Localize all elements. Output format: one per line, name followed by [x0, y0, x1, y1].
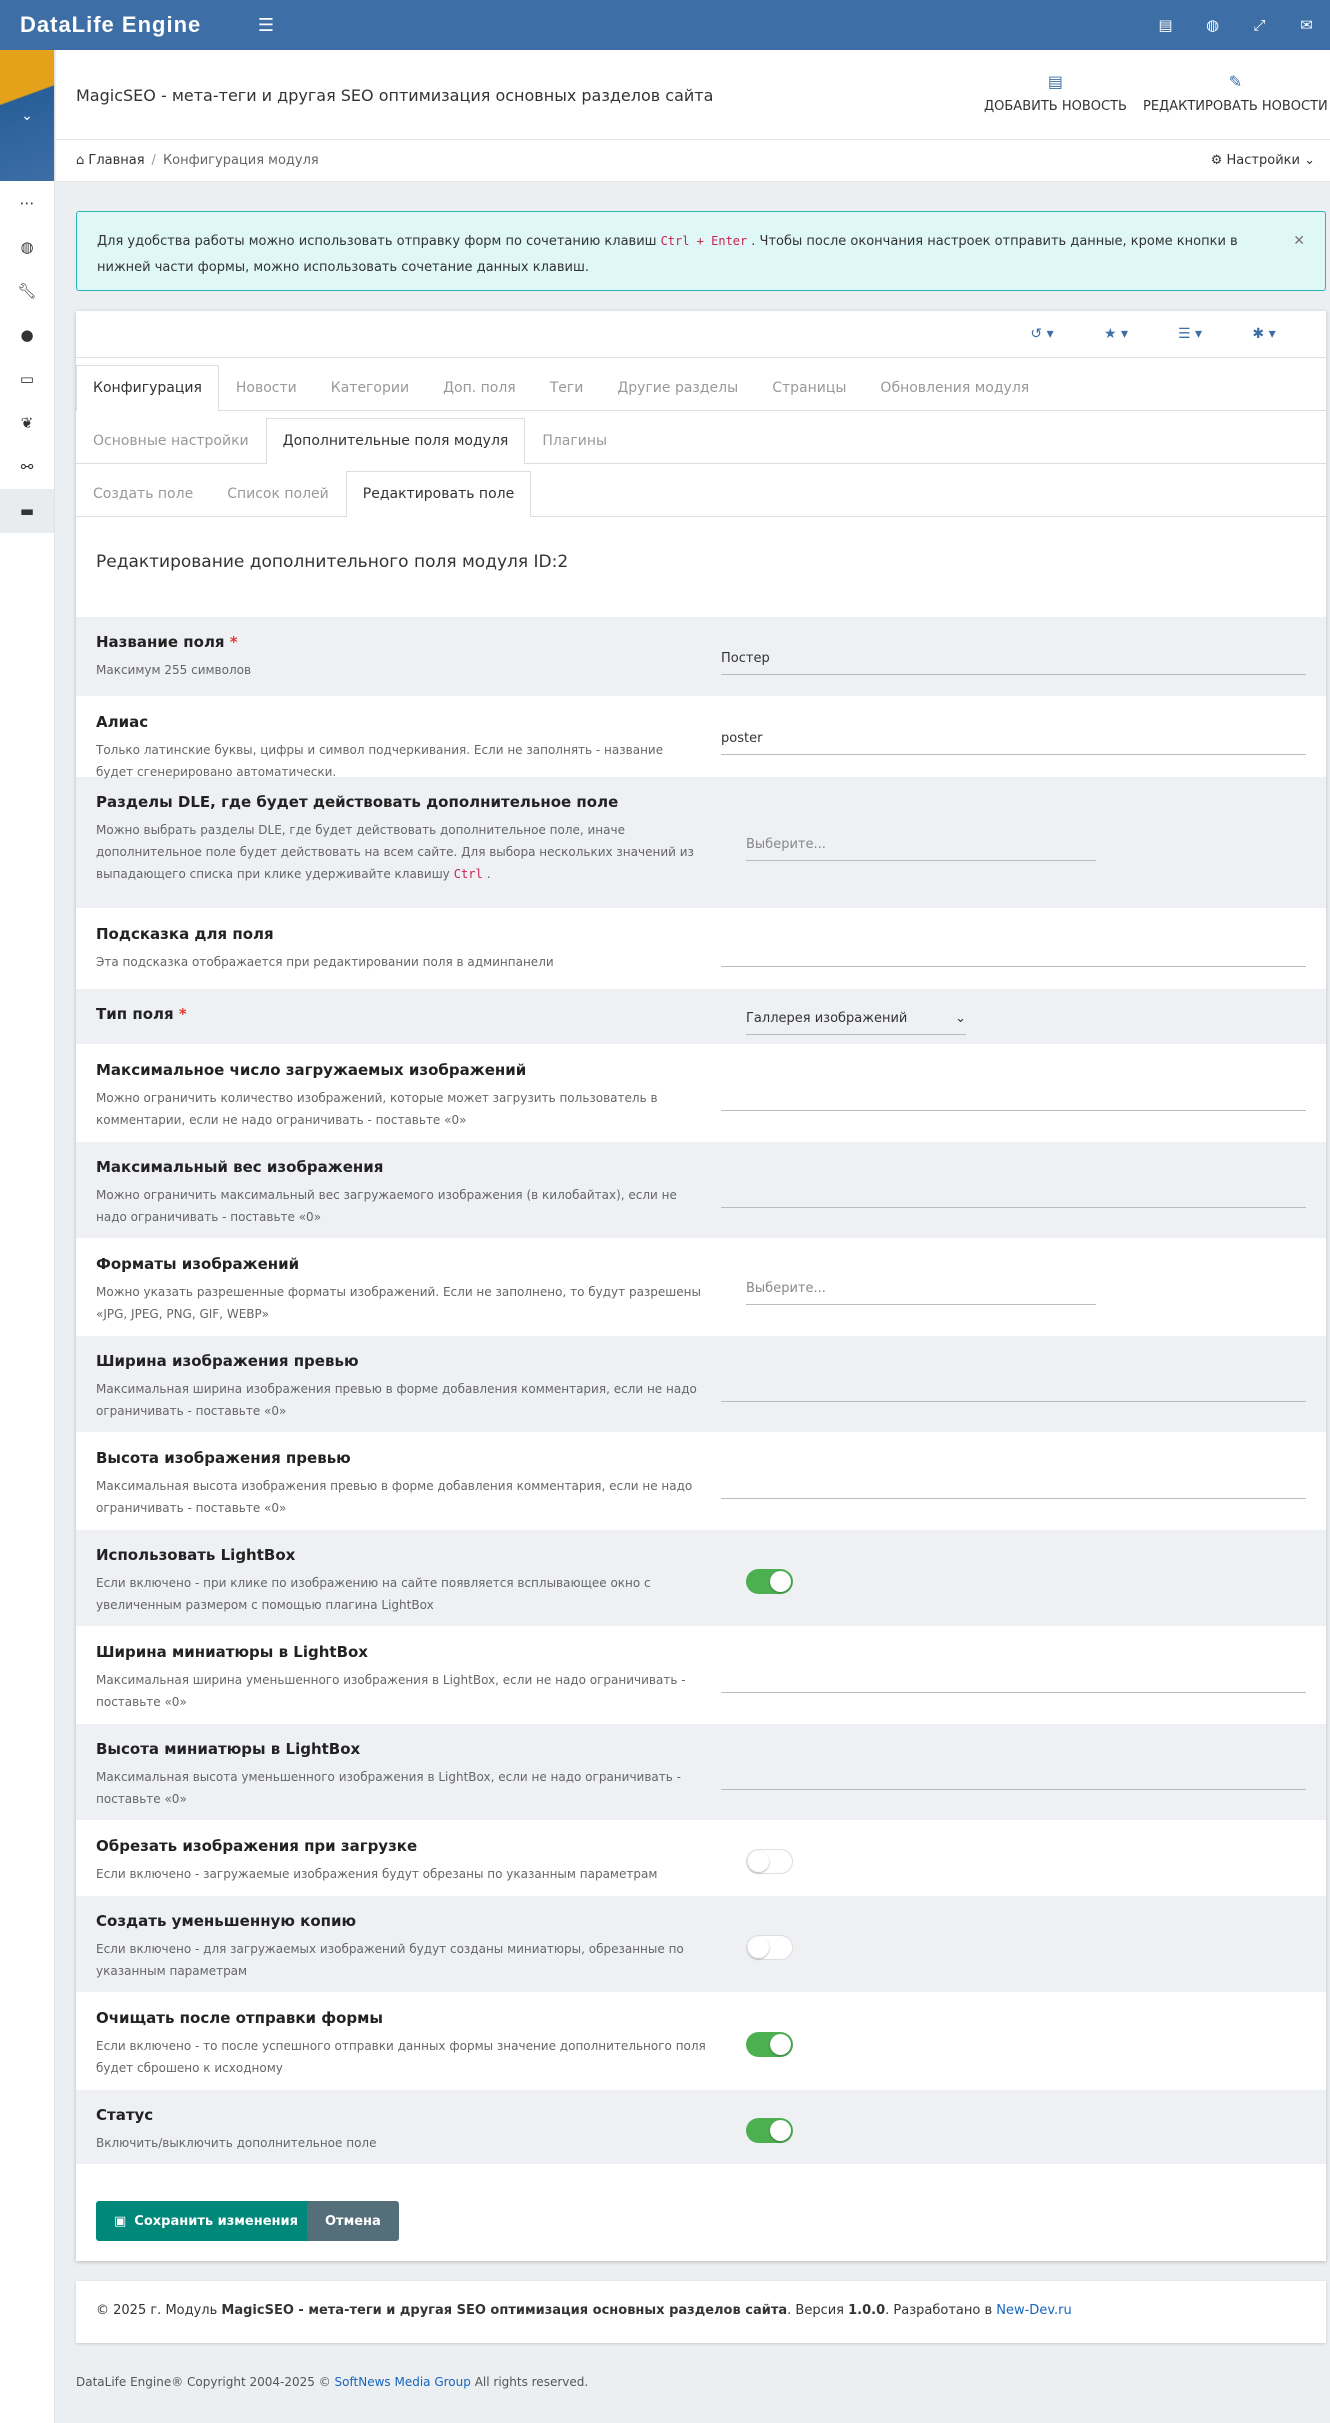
field-label-col	[96, 1449, 701, 1519]
field-name	[96, 1352, 701, 1370]
field-label-col	[96, 2106, 726, 2154]
page-title: MagicSEO - мета-теги и другая SEO оптимизация основных разделов сайта	[76, 86, 714, 105]
field-name-text: Обрезать изображения при загрузке	[96, 1837, 418, 1855]
field-description: Максимальная ширина изображения превью в форме добавления комментария, если не надо ограничивать - поставьте «0»	[96, 1382, 697, 1418]
field-label-col	[96, 1912, 726, 1982]
copyright	[76, 2375, 588, 2389]
tab-main-4[interactable]: Теги	[549, 380, 584, 396]
footer-dev-label: . Разработано в	[885, 2303, 993, 2318]
chevron-down-icon: ⌄	[21, 107, 33, 124]
form-rows	[76, 617, 1326, 2165]
field-control-col	[746, 1005, 1306, 1034]
field-name-text: Подсказка для поля	[96, 925, 274, 943]
tab-main-2[interactable]: Категории	[330, 380, 410, 396]
tab-main-1[interactable]: Новости	[235, 380, 297, 396]
field-name-text: Создать уменьшенную копию	[96, 1912, 357, 1930]
select-value: Галлерея изображений	[746, 1010, 908, 1026]
field-label-col	[96, 1837, 726, 1885]
toggle-switch[interactable]	[746, 1569, 793, 1594]
tab-sub-1[interactable]: Дополнительные поля модуля	[266, 418, 526, 464]
required-mark: *	[173, 1005, 187, 1023]
field-name	[96, 713, 701, 731]
cancel-button[interactable]	[307, 2201, 399, 2241]
form-row	[76, 617, 1326, 697]
toggle-knob	[748, 1937, 769, 1958]
field-description: Если включено - то после успешного отправки данных формы значение дополнительного поля будет сброшено к исходному	[96, 2039, 706, 2075]
leaf-icon[interactable]: ❦	[20, 414, 34, 432]
form-row	[76, 1724, 1326, 1821]
toggle-switch[interactable]	[746, 2118, 793, 2143]
field-name-text: Алиас	[96, 713, 149, 731]
dev-link[interactable]: New-Dev.ru	[996, 2303, 1072, 2318]
breadcrumb-home[interactable]: ⌂ Главная	[76, 153, 145, 168]
breadcrumb-current: Конфигурация модуля	[162, 153, 319, 168]
field-name	[96, 1546, 726, 1564]
field-description	[96, 819, 726, 885]
field-name-text: Тип поля	[96, 1005, 174, 1023]
star-icon[interactable]: ★ ▾	[1103, 326, 1129, 342]
field-description: Можно ограничить количество изображений, которые может загрузить пользователь в комментарии, если не надо ограничивать - поставьте «0»	[96, 1091, 658, 1127]
text-input[interactable]	[721, 1081, 1306, 1111]
field-label-col	[96, 1005, 726, 1034]
alert-text-1: Для удобства работы можно использовать отправку форм по сочетанию клавиш	[97, 234, 657, 249]
tab-sub2-1[interactable]: Список полей	[227, 486, 329, 502]
field-name	[96, 1837, 726, 1855]
tab-sub-2[interactable]: Плагины	[542, 433, 608, 449]
form-row	[76, 1993, 1326, 2090]
globe-icon[interactable]: ◍	[1205, 16, 1220, 34]
brand-logo[interactable]: DataLife Engine	[20, 12, 202, 37]
field-control-col	[721, 1643, 1306, 1713]
gear-icon: ⚙	[1210, 153, 1223, 168]
text-input[interactable]	[721, 1178, 1306, 1208]
alert-text-2: . Чтобы после окончания настроек отправить данные, кроме кнопки в нижней части формы, можно использовать сочетание данных клавиш.	[97, 234, 1238, 275]
field-label-col	[96, 1255, 726, 1325]
tab-main-6[interactable]: Страницы	[772, 380, 847, 396]
sidebar	[0, 50, 55, 2423]
save-label: Сохранить изменения	[134, 2213, 298, 2229]
field-name	[96, 2106, 726, 2124]
history-icon[interactable]: ↺ ▾	[1030, 326, 1054, 342]
field-name	[96, 2009, 726, 2027]
field-label-col	[96, 1740, 701, 1810]
field-control-col	[746, 1912, 1306, 1982]
topbar-icons	[1142, 0, 1330, 50]
sidebar-user-toggle[interactable]	[0, 50, 54, 181]
field-control-col	[721, 925, 1306, 978]
field-description: Включить/выключить дополнительное поле	[96, 2136, 377, 2150]
text-input[interactable]	[721, 1663, 1306, 1693]
field-tabs	[76, 464, 1326, 517]
form-row	[76, 1896, 1326, 1993]
more-icon[interactable]: ⋯	[19, 194, 35, 212]
translate-icon[interactable]: ▤	[1158, 16, 1173, 34]
field-name	[96, 1643, 701, 1661]
tab-main-7[interactable]: Обновления модуля	[880, 380, 1030, 396]
field-name	[96, 925, 701, 943]
user-icon[interactable]: ●	[20, 326, 34, 344]
text-input[interactable]	[721, 1469, 1306, 1499]
form-row	[76, 1821, 1326, 1896]
form-row	[76, 1239, 1326, 1336]
breadcrumb-separator: /	[151, 153, 156, 168]
form-row	[76, 909, 1326, 989]
field-description: Эта подсказка отображается при редактировании поля в админпанели	[96, 955, 554, 969]
field-label-col	[96, 1158, 701, 1228]
field-name	[96, 1740, 701, 1758]
field-control-col	[746, 1255, 1306, 1325]
field-name-text: Высота изображения превью	[96, 1449, 351, 1467]
edit-news-button[interactable]	[1143, 72, 1328, 114]
field-control-col	[746, 2009, 1306, 2079]
copyright-prefix: DataLife Engine® Copyright 2004-2025 ©	[76, 2375, 331, 2389]
field-label-col	[96, 1061, 701, 1131]
field-type-select[interactable]	[746, 1005, 966, 1035]
softnews-link[interactable]: SoftNews Media Group	[334, 2375, 471, 2389]
field-name-text: Ширина изображения превью	[96, 1352, 359, 1370]
field-name-text: Очищать после отправки формы	[96, 2009, 383, 2027]
field-control-col	[746, 793, 1306, 898]
field-control-col	[721, 1740, 1306, 1810]
mail-icon[interactable]: ✉	[1300, 16, 1313, 34]
toggle-knob	[748, 1851, 769, 1872]
expand-icon[interactable]: ⤢	[1253, 16, 1266, 34]
field-name-text: Форматы изображений	[96, 1255, 300, 1273]
settings-dropdown[interactable]	[1211, 153, 1315, 168]
add-news-label: ДОБАВИТЬ НОВОСТЬ	[984, 99, 1127, 114]
field-name-text: Использовать LightBox	[96, 1546, 296, 1564]
list-icon[interactable]: ☰ ▾	[1177, 326, 1203, 342]
tab-sub2-2[interactable]: Редактировать поле	[346, 471, 531, 517]
tab-sub-0[interactable]: Основные настройки	[93, 433, 249, 449]
field-control-col	[721, 1352, 1306, 1422]
multiselect-field[interactable]: Выберите...	[746, 1275, 1096, 1305]
laptop-icon[interactable]: ▭	[19, 370, 35, 388]
footer-version: 1.0.0	[848, 2303, 886, 2318]
text-input[interactable]	[721, 1760, 1306, 1790]
field-name-text: Максимальный вес изображения	[96, 1158, 384, 1176]
settings-label: Настройки	[1226, 153, 1300, 168]
edit-news-label: РЕДАКТИРОВАТЬ НОВОСТИ	[1143, 99, 1328, 114]
save-icon: ▣	[114, 2213, 127, 2229]
module-footer	[76, 2281, 1326, 2343]
toggle-knob	[770, 2120, 791, 2141]
form-row	[76, 777, 1326, 909]
sub-tabs	[76, 411, 1326, 464]
form-row	[76, 2090, 1326, 2165]
field-description: Можно ограничить максимальный вес загружаемого изображения (в килобайтах), если не надо ограничивать - поставьте «0»	[96, 1188, 677, 1224]
card-icon[interactable]: ▬	[0, 489, 54, 533]
field-control-col	[721, 713, 1306, 766]
field-description: Максимальная высота уменьшенного изображения в LightBox, если не надо ограничивать - поставьте «0»	[96, 1770, 681, 1806]
tab-main-5[interactable]: Другие разделы	[617, 380, 739, 396]
form-row	[76, 1142, 1326, 1239]
field-control-col	[746, 2106, 1306, 2154]
text-input[interactable]: Постер	[721, 645, 1306, 675]
field-label-col	[96, 1546, 726, 1616]
text-input[interactable]	[721, 1372, 1306, 1402]
desc-text-end: .	[486, 867, 491, 881]
field-name	[96, 1005, 726, 1023]
field-name	[96, 1449, 701, 1467]
footer-prefix: © 2025 г. Модуль	[96, 2303, 218, 2318]
field-control-col	[721, 1061, 1306, 1131]
toggle-switch[interactable]	[746, 2032, 793, 2057]
field-name	[96, 1158, 701, 1176]
form-title: Редактирование дополнительного поля модуля ID:2	[96, 552, 569, 572]
field-name-text: Высота миниатюры в LightBox	[96, 1740, 361, 1758]
add-news-button[interactable]	[984, 72, 1127, 114]
top-navbar	[0, 0, 1330, 50]
field-label-col	[96, 2009, 726, 2079]
field-control-col	[721, 1449, 1306, 1519]
field-description: Если включено - при клике по изображению на сайте появляется всплывающее окно с увеличенным размером с помощью плагина LightBox	[96, 1576, 651, 1612]
required-mark: *	[224, 633, 238, 651]
info-alert	[76, 211, 1326, 291]
main-tabs	[76, 358, 1326, 411]
field-name	[96, 793, 726, 811]
field-label-col	[96, 793, 726, 898]
field-name	[96, 1912, 726, 1930]
field-label-col	[96, 1352, 701, 1422]
field-name-text: Название поля	[96, 633, 225, 651]
cancel-label: Отмена	[325, 2213, 381, 2229]
field-name-text: Ширина миниатюры в LightBox	[96, 1643, 368, 1661]
field-description: Только латинские буквы, цифры и символ подчеркивания. Если не заполнять - название будет сгенерировано автоматически.	[96, 743, 664, 779]
field-control-col	[746, 1837, 1306, 1885]
field-name-text: Максимальное число загружаемых изображений	[96, 1061, 527, 1079]
form-row	[76, 1336, 1326, 1433]
breadcrumb	[56, 140, 1330, 182]
field-description: Максимум 255 символов	[96, 663, 252, 677]
toggle-switch[interactable]	[746, 1935, 793, 1960]
desc-key: Ctrl	[453, 867, 483, 881]
field-label-col	[96, 633, 701, 686]
form-row	[76, 1530, 1326, 1627]
form-row	[76, 697, 1326, 777]
field-description: Можно указать разрешенные форматы изображений. Если не заполнено, то будут разрешены «JPG, JPEG, PNG, GIF, WEBP»	[96, 1285, 701, 1321]
asterisk-icon[interactable]: ✱ ▾	[1252, 326, 1276, 342]
form-row	[76, 1627, 1326, 1724]
field-label-col	[96, 925, 701, 978]
text-input[interactable]	[721, 937, 1306, 967]
edit-icon: ✎	[1228, 72, 1243, 91]
field-name	[96, 633, 701, 651]
alert-shortcut: Ctrl + Enter	[660, 234, 748, 248]
field-control-col	[721, 633, 1306, 686]
globe-icon[interactable]: ◍	[20, 238, 34, 256]
desc-text: Можно выбрать разделы DLE, где будет действовать дополнительное поле, иначе дополнительное поле будет действовать на всем сайте. Для выбора нескольких значений из выпадающего списка при клике удерживайте клавишу	[96, 823, 694, 881]
menu-toggle-icon[interactable]: ☰	[257, 14, 275, 36]
chevron-down-icon: ⌄	[1304, 153, 1315, 168]
copyright-suffix: All rights reserved.	[474, 2375, 589, 2389]
config-panel	[76, 311, 1326, 2261]
text-input[interactable]: poster	[721, 725, 1306, 755]
field-label-col	[96, 713, 701, 779]
field-name	[96, 1061, 701, 1079]
field-control-col	[746, 1546, 1306, 1616]
save-button[interactable]	[96, 2201, 316, 2241]
multiselect-field[interactable]: Выберите...	[746, 831, 1096, 861]
field-control-col	[721, 1158, 1306, 1228]
footer-version-label: . Версия	[787, 2303, 844, 2318]
toggle-knob	[770, 2034, 791, 2055]
breadcrumb-home-label: Главная	[88, 153, 145, 168]
panel-toolbar	[76, 311, 1326, 358]
tab-sub2-0[interactable]: Создать поле	[93, 486, 194, 502]
toggle-switch[interactable]	[746, 1849, 793, 1874]
toggle-knob	[770, 1571, 791, 1592]
field-name-text: Разделы DLE, где будет действовать дополнительное поле	[96, 793, 619, 811]
form-row	[76, 989, 1326, 1045]
form-row	[76, 1045, 1326, 1142]
field-label-col	[96, 1643, 701, 1713]
footer-module: MagicSEO - мета-теги и другая SEO оптимизация основных разделов сайта	[221, 2303, 788, 2318]
tab-main-3[interactable]: Доп. поля	[443, 380, 516, 396]
wrench-icon[interactable]: 🔧︎	[17, 282, 37, 300]
close-icon[interactable]: ✕	[1293, 233, 1305, 249]
field-description: Максимальная высота изображения превью в форме добавления комментария, если не надо ограничивать - поставьте «0»	[96, 1479, 693, 1515]
field-description: Максимальная ширина уменьшенного изображения в LightBox, если не надо ограничивать - поставьте «0»	[96, 1673, 686, 1709]
page-header	[56, 50, 1330, 140]
link-icon[interactable]: ⚯	[20, 458, 34, 476]
field-description: Если включено - загружаемые изображения будут обрезаны по указанным параметрам	[96, 1867, 658, 1881]
form-row	[76, 1433, 1326, 1530]
field-name-text: Статус	[96, 2106, 154, 2124]
field-name	[96, 1255, 726, 1273]
chevron-down-icon: ⌄	[955, 1010, 966, 1026]
field-description: Если включено - для загружаемых изображений будут созданы миниатюры, обрезанные по указанным параметрам	[96, 1942, 684, 1978]
file-icon: ▤	[1047, 72, 1064, 91]
tab-main-0[interactable]: Конфигурация	[76, 365, 219, 411]
